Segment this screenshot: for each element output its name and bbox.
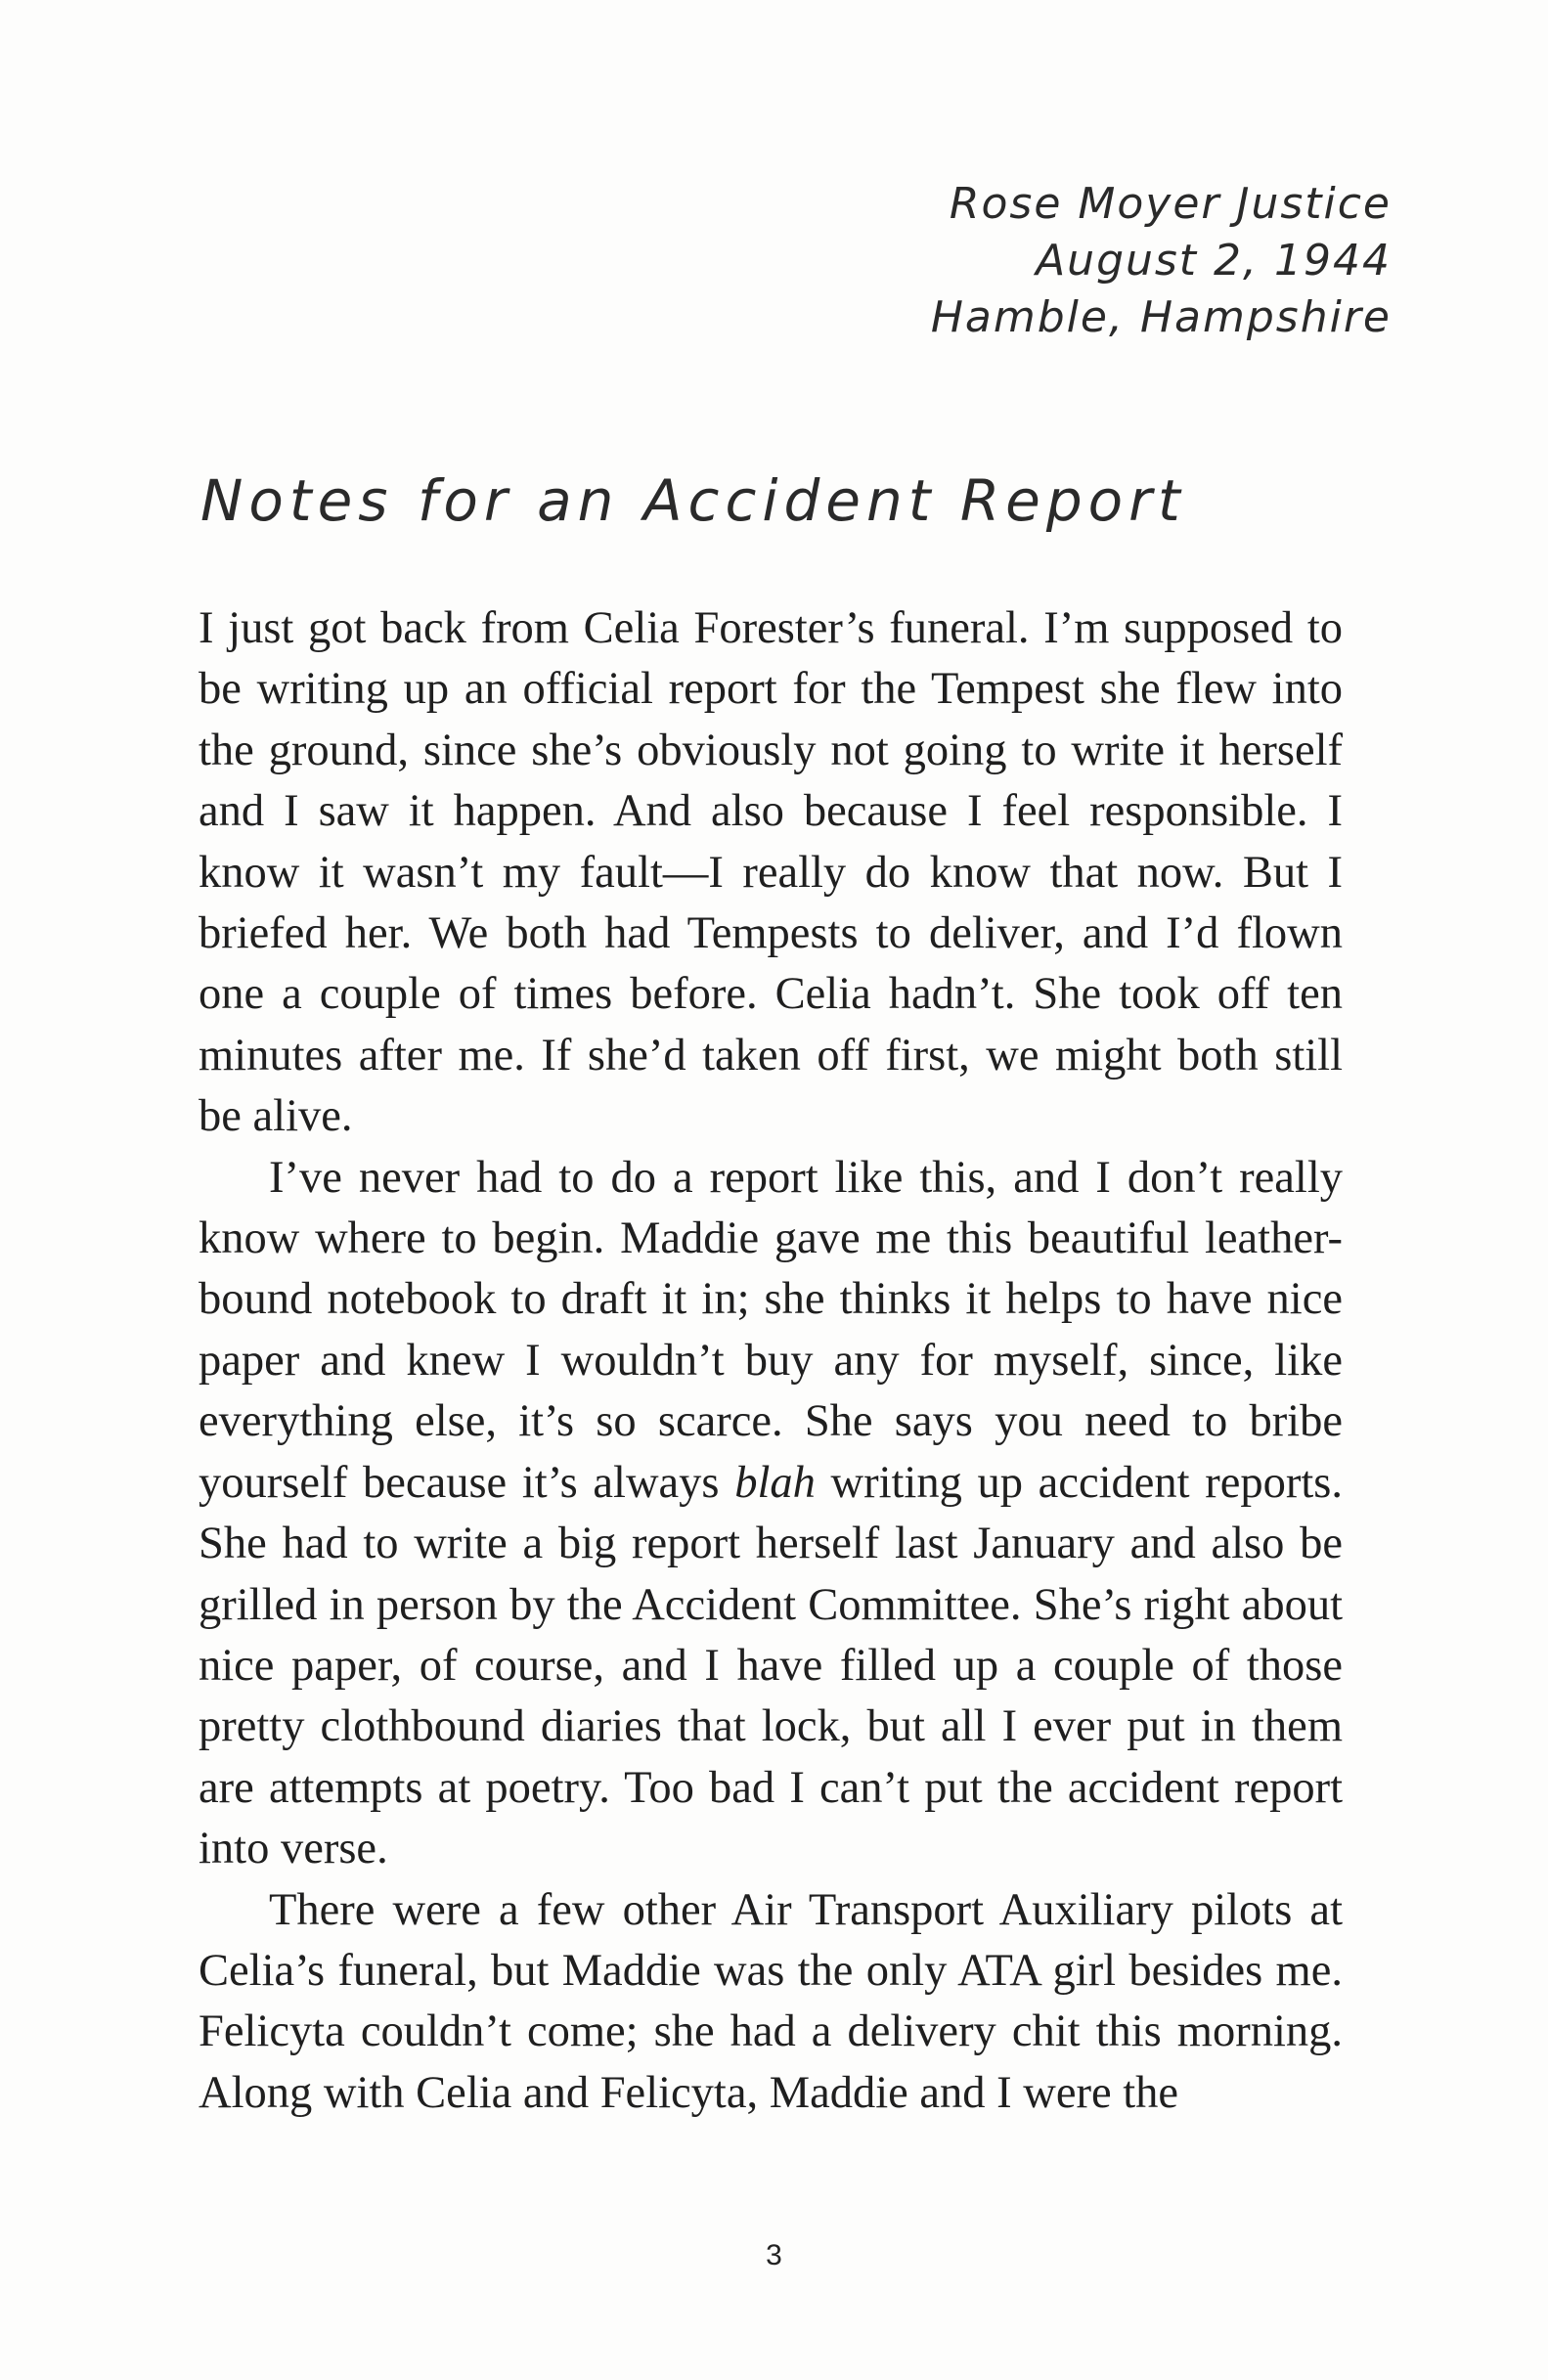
entry-location: Hamble, Hampshire xyxy=(930,292,1392,342)
paragraph-text: I’ve never had to do a report like this, and I don’t really know where to begin. Maddie gave me this beautiful leather-bound notebook to draft it in; she thinks it helps to have nice paper and knew I wouldn’t buy any for myself, since, like everything else, it’s so scarce. She says you need to bribe yourself because it’s always xyxy=(199,1152,1343,1508)
paragraph-text: I just got back from Celia Forester’s funeral. I’m supposed to be writing up an official report for the Tempest she flew into the ground, since she’s obviously not going to write it herself and I saw it happen. And also because I feel responsible. I know it wasn’t my fault—I really do know that now. But I briefed her. We both had Tempests to deliver, and I’d flown one a couple of times before. Celia hadn’t. She took off ten minutes after me. If she’d taken off first, we might both still be alive. xyxy=(199,603,1343,1142)
paragraph xyxy=(199,1880,1343,2125)
paragraph xyxy=(199,598,1343,1148)
author-name: Rose Moyer Justice xyxy=(949,179,1392,229)
page-number: 3 xyxy=(766,2239,782,2271)
paragraph-text: writing up accident reports. She had to write a big report herself last January and also be grilled in person by the Accident Committee. She’s right about nice paper, of course, and I have filled up a couple of those pretty clothbound diaries that lock, but all I ever put in them are attempts at poetry. Too bad I can’t put the accident report into verse. xyxy=(199,1457,1343,1874)
handwritten-header xyxy=(883,176,1392,346)
paragraph xyxy=(199,1148,1343,1880)
emphasis-text: blah xyxy=(734,1457,816,1508)
entry-date: August 2, 1944 xyxy=(1036,236,1392,286)
body-text xyxy=(199,598,1343,2124)
paragraph-text: There were a few other Air Transport Auxiliary pilots at Celia’s funeral, but Maddie was the only ATA girl besides me. Felicyta couldn’t come; she had a delivery chit this morning. Along with Celia and Felicyta, Maddie and I were the xyxy=(199,1884,1343,2118)
page-title: Notes for an Accident Report xyxy=(200,467,1186,534)
